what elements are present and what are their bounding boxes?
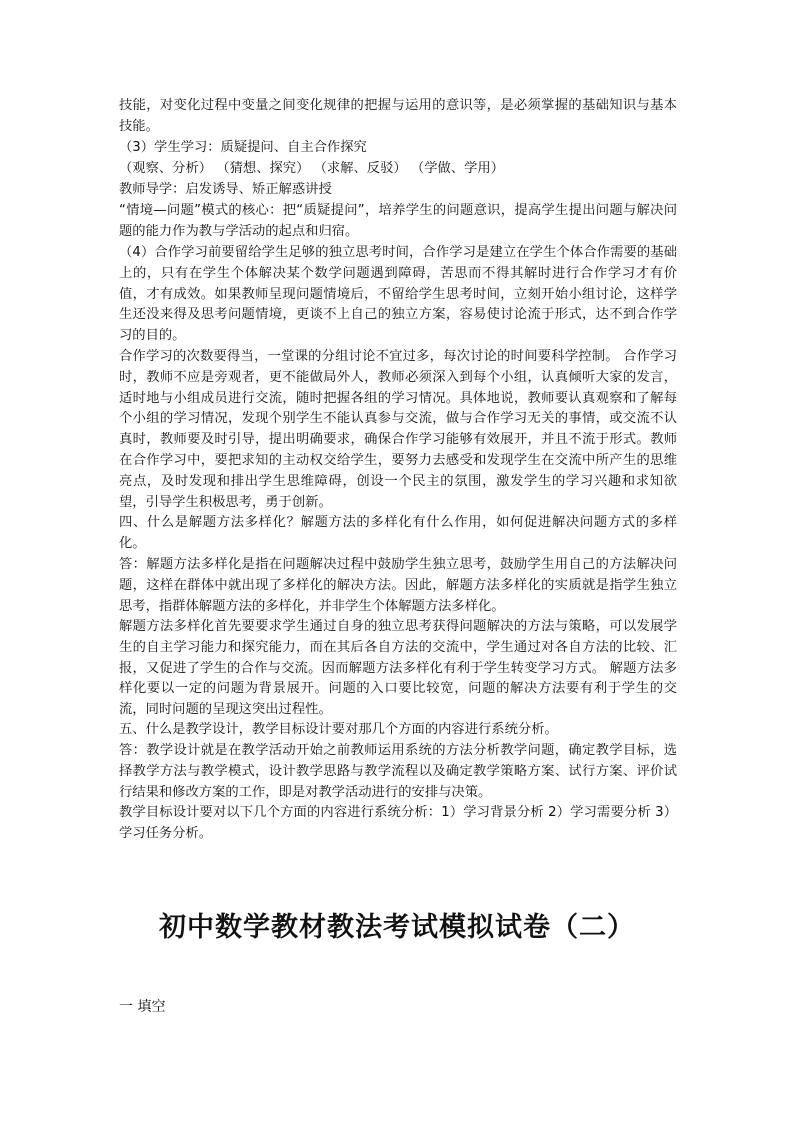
paragraph-method-diversity: 解题方法多样化首先要要求学生通过自身的独立思考获得问题解决的方法与策略，可以发展学生的自主学习能力和探究能力，而在其后各自方法的交流中，学生通过对各自方法的比较、汇报，又促进了学生的合作与交流。因而解题方法多样化有利于学生转变学习方式。 解题方法多样化要以一定的问题为背景展开。问题的入口要比较宽，问题的解决方法要有利于学生的交流，同时问题的呈现这突出过程性。 [119,619,677,718]
paragraph-cooperative-learning: （4）合作学习前要留给学生足够的独立思考时间，合作学习是建立在学生个体合作需要的基础上的，只有在学生个体解决某个数学问题遇到障碍，苦思而不得其解时进行合作学习才有价值，才有成效。如果教师呈现问题情境后，不留给学生思考时间，立刻开始小组讨论，这样学生还没来得及思考问题情境，更谈不上自己的独立方案，容易使讨论流于形式，达不到合作学习的目的。 [119,245,677,344]
paragraph-teacher-guidance: 教师导学：启发诱导、矫正解惑讲授 [119,182,332,197]
paragraph-skills: 技能，对变化过程中变量之间变化规律的把握与运用的意识等，是必须掌握的基础知识与基本技能。 [119,98,677,134]
paragraph-group-discussion: 合作学习的次数要得当，一堂课的分组讨论不宜过多，每次讨论的时间要科学控制。 合作学习时，教师不应是旁观者，更不能做局外人，教师必须深入到每个小组，认真倾听大家的发言，适时地与小组成员进行交流，随时把握各组的学习情况。具体地说，教师要认真观察和了解每个小组的学习情况，发现个别学生不能认真参与交流，做与合作学习无关的事情，或交流不认真时，教师要及时引导，提出明确要求，确保合作学习能够有效展开，并且不流于形式。教师在合作学习中，要把求知的主动权交给学生，要努力去感受和发现学生在交流中所产生的思维亮点，及时发现和排出学生思维障碍，创设一个民主的氛围，激发学生的学习兴趣和求知欲望，引导学生积极思考，勇于创新。 [119,349,677,510]
paragraph-student-learning: （3）学生学习：质疑提问、自主合作探究 [119,140,367,155]
question-four: 四、什么是解题方法多样化？解题方法的多样化有什么作用，如何促进解决问题方式的多样化。 [119,515,677,551]
exam-title: 初中数学教材教法考试模拟试卷（二） [159,912,635,943]
paragraph-objective-design: 教学目标设计要对以下几个方面的内容进行系统分析：1）学习背景分析 2）学习需要分析 3）学习任务分析。 [119,805,677,841]
answer-four: 答：解题方法多样化是指在问题解决过程中鼓励学生独立思考，鼓励学生用自己的方法解决问题，这样在群体中就出现了多样化的解决方法。因此，解题方法多样化的实质就是指学生独立思考，指群体解题方法的多样化，并非学生个体解题方法多样化。 [119,557,677,614]
paragraph-learning-steps: （观察、分析） （猜想、探究） （求解、反驳） （学做、学用） [119,161,504,176]
question-five: 五、什么是教学设计，教学目标设计要对那几个方面的内容进行系统分析。 [119,722,558,737]
section-heading-fill-blank: 一 填空 [119,999,166,1015]
answer-five: 答：教学设计就是在教学活动开始之前教师运用系统的方法分析教学问题，确定教学目标，选择教学方法与教学模式，设计教学思路与教学流程以及确定教学策略方案、试行方案、评价试行结果和修改方案的工作，即是对教学活动进行的安排与决策。 [119,743,677,800]
paragraph-situation-model: “情境—问题”模式的核心：把“质疑提问”，培养学生的问题意识，提高学生提出问题与解决问题的能力作为教与学活动的起点和归宿。 [119,203,677,239]
